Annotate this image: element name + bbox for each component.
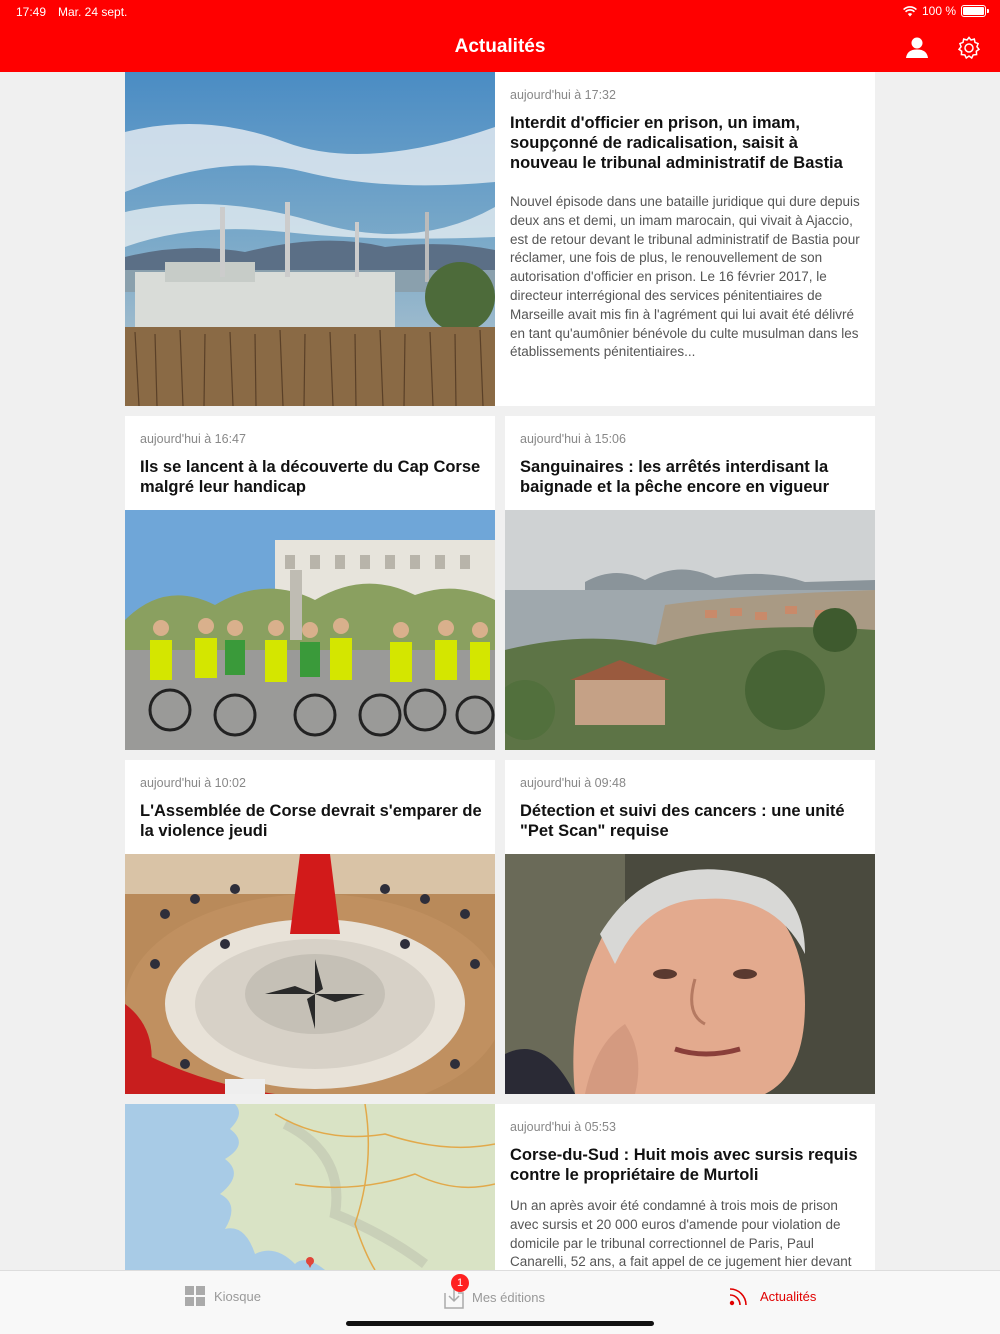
article-timestamp: aujourd'hui à 17:32 <box>510 88 616 102</box>
article-timestamp: aujourd'hui à 16:47 <box>140 432 246 446</box>
page-title: Actualités <box>454 36 546 57</box>
tab-kiosque[interactable] <box>184 1285 261 1307</box>
article-timestamp: aujourd'hui à 15:06 <box>520 432 626 446</box>
article-image <box>505 510 875 750</box>
wifi-icon <box>903 6 917 17</box>
tab-label: Mes éditions <box>472 1289 545 1305</box>
tab-label: Kiosque <box>214 1288 261 1304</box>
article-excerpt: Un an après avoir été condamné à trois mois de prison avec sursis et 20 000 euros d'amende pour violation de domicile par le tribunal correctionnel de Paris, Paul Canarelli, 52 ans, a fait appel de ce jugement hier devant <box>510 1198 852 1270</box>
article-title[interactable]: L'Assemblée de Corse devrait s'emparer de la violence jeudi <box>140 802 482 840</box>
article-title[interactable]: Ils se lancent à la découverte du Cap Corse malgré leur handicap <box>140 458 481 496</box>
notification-badge: 1 <box>451 1274 469 1292</box>
tab-actualites[interactable] <box>728 1285 816 1307</box>
article-title[interactable]: Sanguinaires : les arrêtés interdisant la baignade et la pêche encore en vigueur <box>520 458 830 496</box>
status-bar <box>0 0 1000 24</box>
article-timestamp: aujourd'hui à 09:48 <box>520 776 626 790</box>
article-image <box>125 854 495 1094</box>
article-image <box>505 854 875 1094</box>
battery-icon <box>961 5 986 17</box>
article-card[interactable] <box>125 1104 875 1270</box>
article-title[interactable]: Interdit d'officier en prison, un imam, soupçonné de radicalisation, saisit à nouveau le tribunal administratif de Bastia <box>510 114 843 172</box>
article-timestamp: aujourd'hui à 05:53 <box>510 1120 616 1134</box>
battery-percent: 100 % <box>921 4 956 18</box>
article-card[interactable] <box>125 416 495 750</box>
article-title[interactable]: Corse-du-Sud : Huit mois avec sursis requis contre le propriétaire de Murtoli <box>510 1146 858 1184</box>
gear-icon[interactable] <box>956 35 982 61</box>
status-date: Mar. 24 sept. <box>58 5 128 19</box>
app-header <box>0 0 1000 72</box>
article-excerpt: Nouvel épisode dans une bataille juridique qui dure depuis deux ans et demi, un imam marocain, qui vivait à Ajaccio, est de retour devant le tribunal administratif de Bastia pour réclamer, une fois de plus, le renouvellement de son autorisation d'officier en prison. Le 16 février 2017, le directeur interrégional des services pénitentiaires de Marseille avait mis fin à l'agrément qui lui avait été délivré en tant qu'aumônier bénévole du culte musulman dans les établissements pénitentiaires... <box>510 194 860 360</box>
home-indicator[interactable] <box>346 1321 654 1326</box>
article-card[interactable] <box>505 416 875 750</box>
article-image <box>125 1104 495 1270</box>
article-card[interactable] <box>505 760 875 1094</box>
article-title[interactable]: Détection et suivi des cancers : une unité "Pet Scan" requise <box>520 802 845 840</box>
article-card[interactable] <box>125 72 875 406</box>
user-icon[interactable] <box>904 35 930 61</box>
grid-icon <box>184 1285 206 1307</box>
article-image <box>125 72 495 406</box>
article-timestamp: aujourd'hui à 10:02 <box>140 776 246 790</box>
article-card[interactable] <box>125 760 495 1094</box>
rss-icon <box>728 1285 752 1307</box>
tab-label: Actualités <box>760 1288 817 1304</box>
status-time: 17:49 <box>16 5 47 19</box>
article-image <box>125 510 495 750</box>
